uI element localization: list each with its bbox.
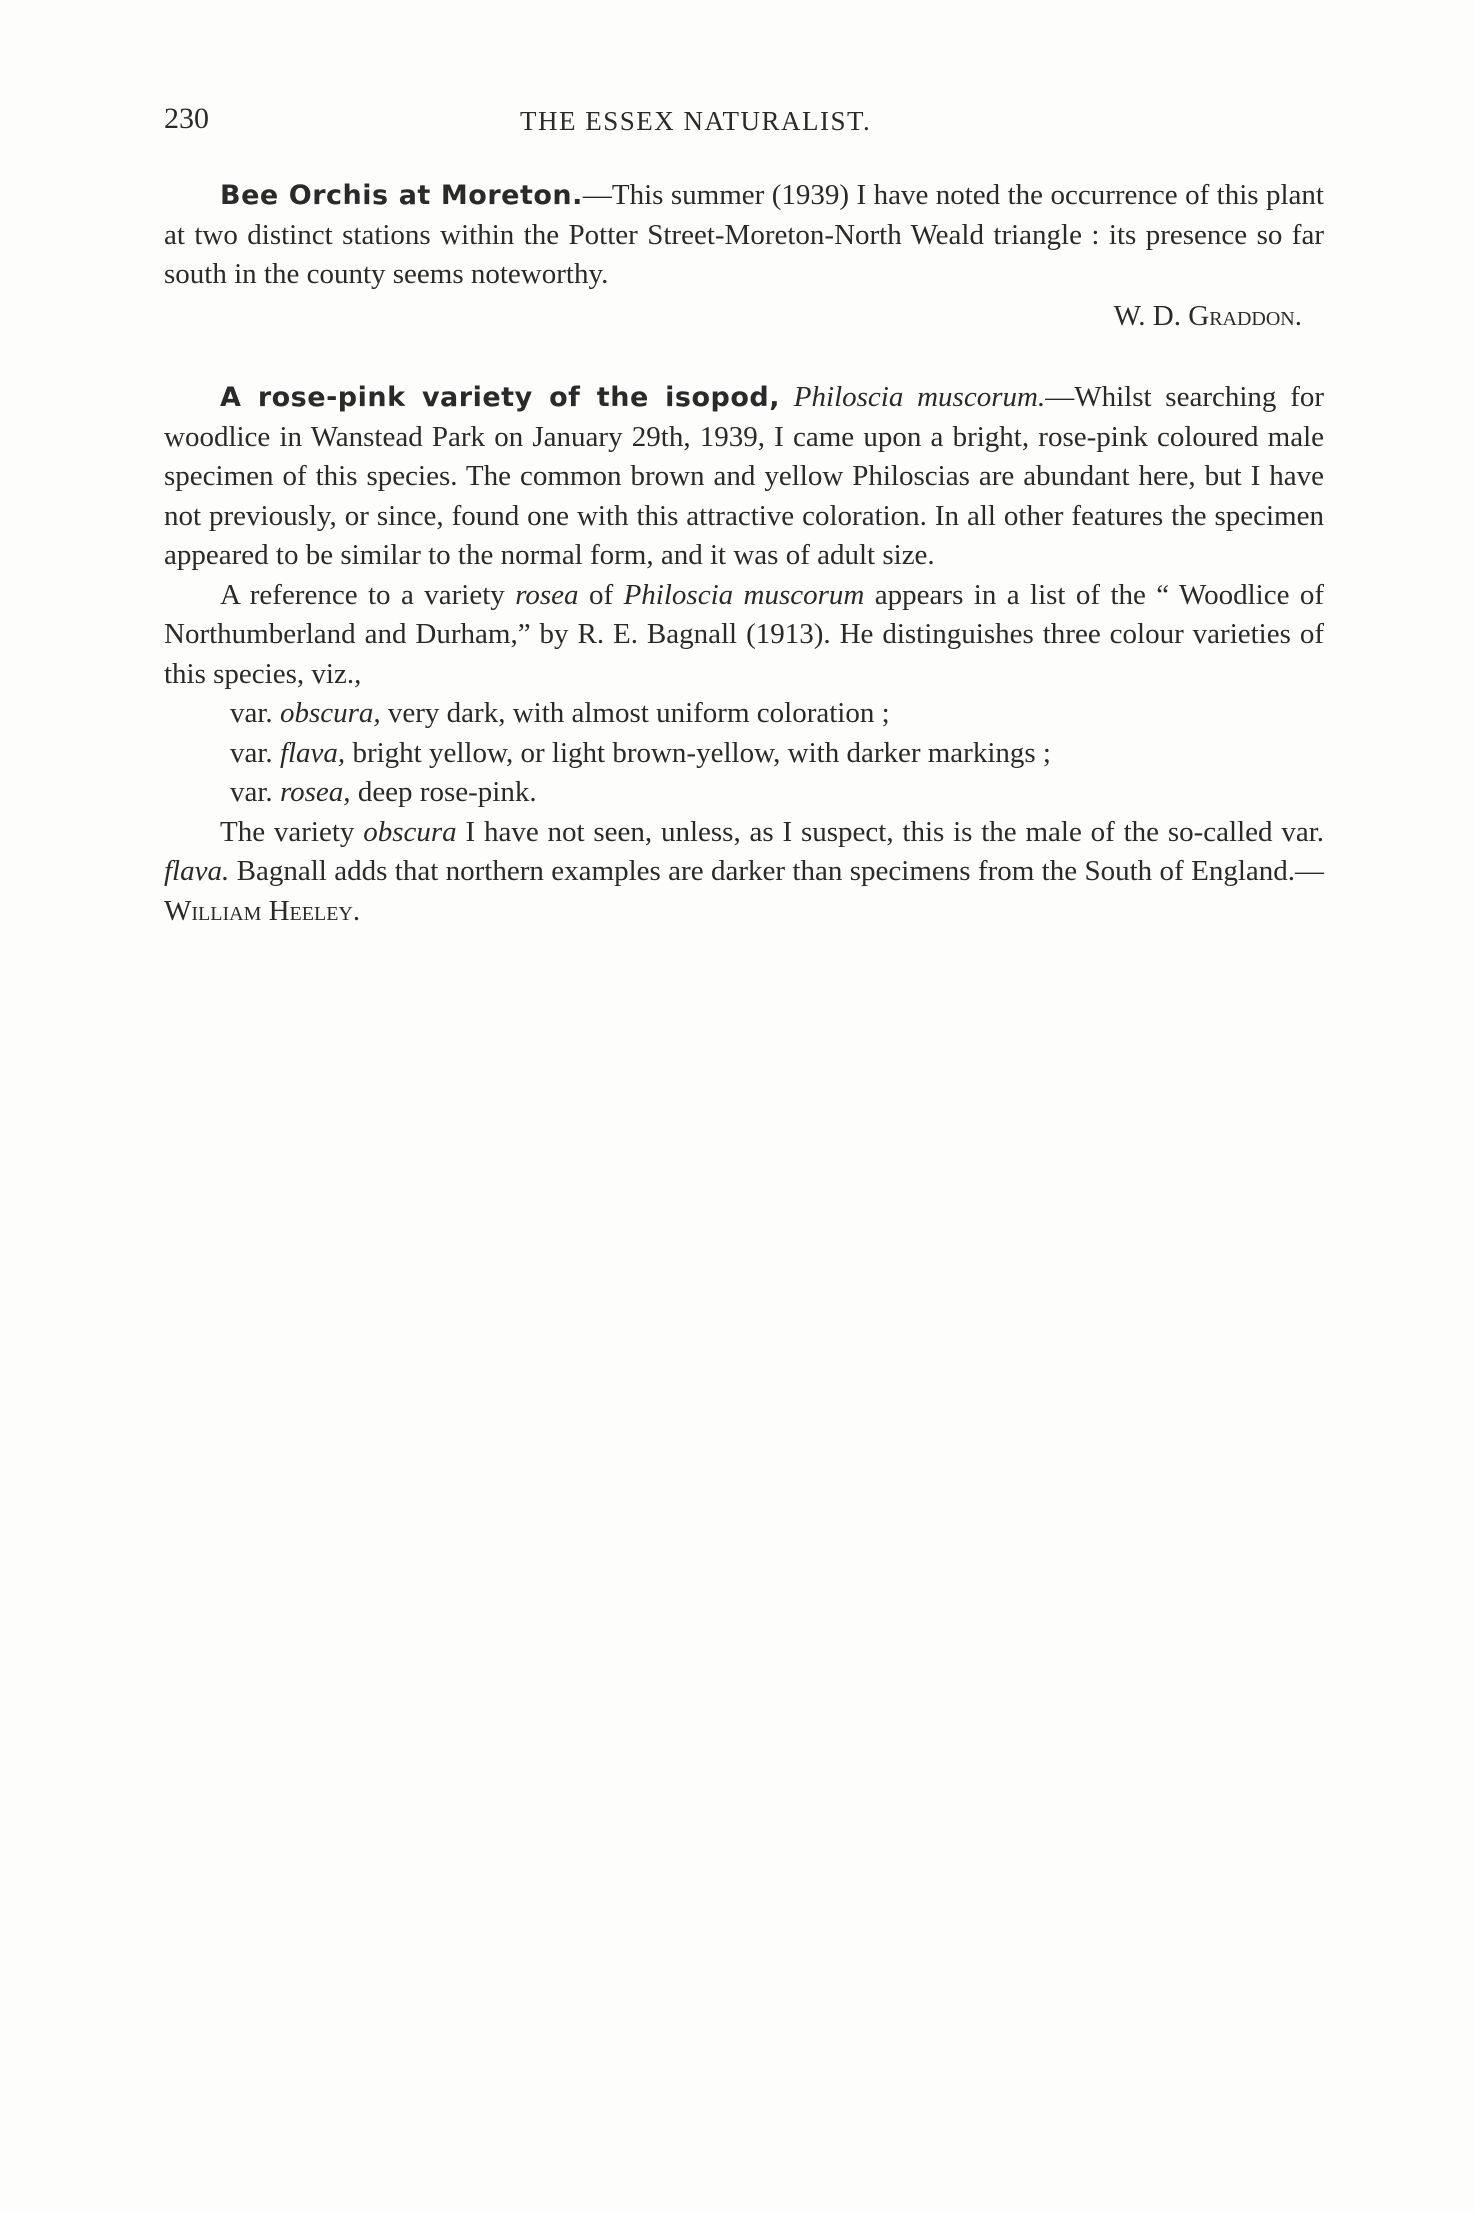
body-text bbox=[164, 176, 1324, 931]
note-paragraph: —Whilst searching for woodlice in Wanstead Park on January 29th, 1939, I came upon a bright, rose-pink coloured male specimen of this species. The common brown and yellow Philoscias are abundant here, but I have not previously, or since, found one with this attractive coloration. In all other features the specimen appeared to be similar to the normal form, and it was of adult size. bbox=[164, 381, 1325, 571]
variety-desc: bright yellow, or light brown-yellow, with darker markings ; bbox=[352, 736, 1051, 769]
note-title-species: Philoscia muscorum. bbox=[793, 381, 1046, 413]
reference-paragraph bbox=[164, 576, 1324, 695]
page-number: 230 bbox=[164, 102, 209, 135]
signature-graddon: W. D. Graddon. bbox=[1113, 299, 1302, 332]
italic-term: obscura bbox=[363, 815, 457, 848]
section-gap bbox=[164, 336, 1324, 378]
signature-heeley: William Heeley. bbox=[164, 894, 361, 927]
variety-line bbox=[164, 734, 1324, 774]
variety-name: obscura, bbox=[279, 697, 381, 729]
italic-species: Philoscia muscorum bbox=[623, 578, 865, 611]
running-head: THE ESSEX NATURALIST. bbox=[520, 106, 872, 136]
variety-line bbox=[164, 694, 1324, 734]
note-title: Bee Orchis at Moreton. bbox=[220, 180, 583, 211]
variety-name: flava, bbox=[279, 736, 346, 769]
italic-term: rosea bbox=[515, 578, 579, 611]
variety-prefix: var. bbox=[230, 736, 273, 769]
note-bee-orchis bbox=[164, 176, 1324, 295]
closing-paragraph bbox=[164, 813, 1324, 932]
variety-line bbox=[164, 773, 1324, 813]
text-run: appears in a list of the “ Woodlice of Northumberland and Durham,” by R. E. Bagnall (1913). He distinguishes three colour varieties of this species, viz., bbox=[164, 578, 1325, 690]
note-body: —This summer (1939) I have noted the occurrence of this plant at two distinct stations within the Potter Street-Moreton-North Weald triangle : its presence so far south in the county seems noteworthy. bbox=[164, 179, 1324, 290]
variety-name: rosea, bbox=[279, 776, 351, 808]
text-run: A reference to a variety bbox=[220, 578, 505, 611]
variety-desc: deep rose-pink. bbox=[357, 776, 537, 808]
variety-prefix: var. bbox=[230, 697, 273, 729]
page-header bbox=[164, 102, 1324, 142]
variety-desc: very dark, with almost uniform coloration ; bbox=[387, 697, 890, 729]
text-run: of bbox=[588, 578, 614, 611]
text-run: Bagnall adds that northern examples are darker than specimens from the South of England.— bbox=[236, 855, 1324, 887]
text-run: The variety bbox=[220, 815, 355, 848]
note-rose-pink-isopod bbox=[164, 378, 1324, 576]
variety-prefix: var. bbox=[230, 776, 273, 808]
text-run: I have not seen, unless, as I suspect, this is the male of the so-called var. bbox=[465, 815, 1325, 848]
note-title: A rose-pink variety of the isopod, bbox=[220, 382, 781, 413]
italic-term: flava. bbox=[164, 855, 230, 887]
